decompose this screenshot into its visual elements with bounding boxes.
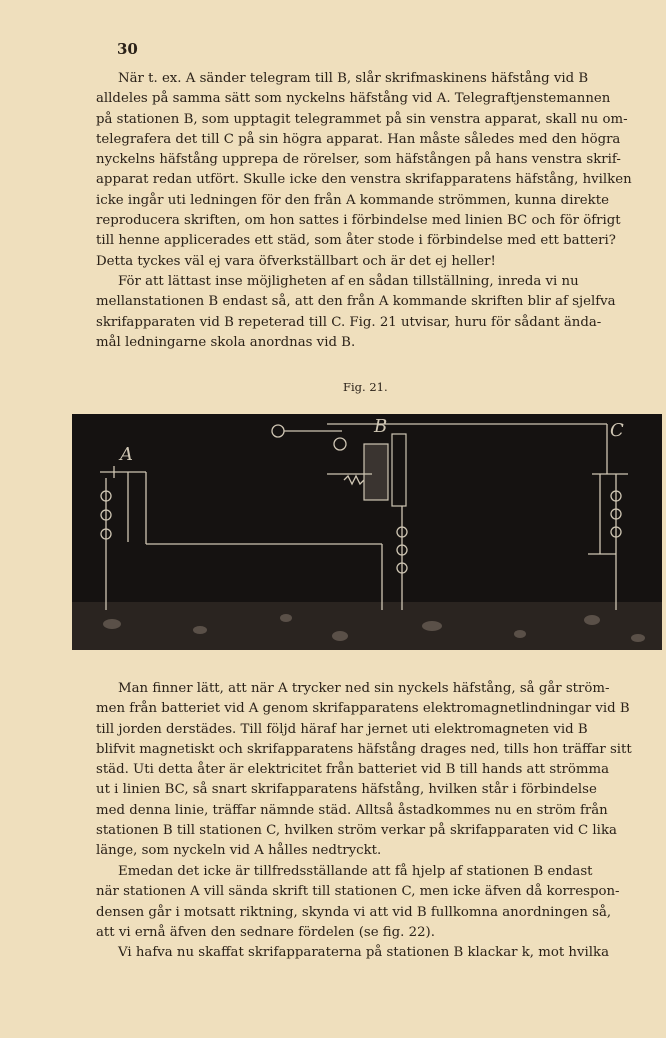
- text-line: telegrafera det till C på sin högra apparat. Han måste således med den högra: [96, 131, 621, 147]
- figure-21-telegraph-diagram: [72, 414, 662, 650]
- text-line: länge, som nyckeln vid A hålles nedtryckt.: [96, 843, 382, 859]
- paragraph-2: [96, 272, 634, 353]
- paragraph-4: [96, 862, 634, 943]
- text-line: när stationen A vill sända skrift till stationen C, men icke äfven då korrespon-: [96, 884, 620, 900]
- text-line: stationen B till stationen C, hvilken ström verkar på skrifapparaten vid C lika: [96, 823, 617, 839]
- text-line: För att lättast inse möjligheten af en sådan tillställning, inreda vi nu: [118, 274, 579, 289]
- text-line: skrifapparaten vid B repeterad till C. Fig. 21 utvisar, huru för sådant ända-: [96, 314, 602, 330]
- text-line: med denna linie, träffar nämnde städ. Alltså åstadkommes nu en ström från: [96, 802, 608, 818]
- battery-a-icon: [101, 478, 111, 610]
- station-a-label: A: [120, 444, 133, 465]
- telegraph-key-a-icon: [100, 466, 382, 544]
- paragraph-1: [96, 69, 634, 272]
- text-line: till jorden derstädes. Till följd häraf har jernet uti elektromagneten vid B: [96, 721, 588, 737]
- text-line: Emedan det icke är tillfredsställande att få hjelp af stationen B endast: [118, 864, 593, 879]
- text-line: städ. Uti detta åter är elektricitet från batteriet vid B till hands att strömma: [96, 762, 610, 778]
- station-b-label: B: [374, 416, 388, 437]
- text-line: till henne applicerades ett städ, som åter stode i förbindelse med ett batteri?: [96, 233, 616, 249]
- telegraph-key-c-icon: [588, 474, 628, 554]
- station-c-label: C: [610, 420, 624, 441]
- text-line: men från batteriet vid A genom skrifapparatens elektromagnetlindningar vid B: [96, 701, 630, 717]
- text-line: blifvit magnetiskt och skrifapparatens häfstång drages ned, tills hon träffar sitt: [96, 741, 632, 757]
- text-line: nyckelns häfstång upprepa de rörelser, som häfstången på hans venstra skrif-: [96, 152, 621, 168]
- text-line: apparat redan utfört. Skulle icke den venstra skrifapparatens häfstång, hvilken: [96, 172, 632, 188]
- battery-b-icon: [382, 506, 407, 610]
- text-line: densen går i motsatt riktning, skynda vi att vid B fullkomna anordningen så,: [96, 904, 612, 920]
- text-line: Vi hafva nu skaffat skrifapparaterna på stationen B klackar k, mot hvilka: [118, 945, 609, 960]
- text-line: mål ledningarne skola anordnas vid B.: [96, 334, 356, 350]
- battery-c-icon: [611, 474, 621, 610]
- text-line: Detta tyckes väl ej vara öfverkställbart och är det ej heller!: [96, 253, 496, 269]
- recording-apparatus-b-icon: [272, 424, 412, 506]
- text-line: icke ingår uti ledningen för den från A kommande strömmen, kunna direkte: [96, 192, 609, 208]
- paragraph-3: [96, 679, 634, 862]
- paragraph-5: [96, 943, 634, 963]
- text-line: Man finner lätt, att när A trycker ned sin nyckels häfstång, så går ström-: [118, 681, 610, 696]
- text-line: på stationen B, som upptagit telegrammet på sin venstra apparat, skall nu om-: [96, 111, 628, 127]
- text-line: alldeles på samma sätt som nyckelns häfstång vid A. Telegraftjenstemannen: [96, 91, 611, 107]
- text-line: mellanstationen B endast så, att den från A kommande skriften blir af sjelfva: [96, 294, 616, 310]
- text-line: När t. ex. A sänder telegram till B, slår skrifmaskinens häfstång vid B: [118, 71, 589, 86]
- figure-caption: Fig. 21.: [343, 380, 388, 394]
- text-line: ut i linien BC, så snart skrifapparatens häfstång, hvilken står i förbindelse: [96, 782, 597, 798]
- text-line: att vi ernå äfven den sednare fördelen (se fig. 22).: [96, 924, 435, 940]
- page-number: 30: [117, 40, 138, 58]
- text-line: reproducera skriften, om hon sattes i förbindelse med linien BC och för öfrigt: [96, 213, 621, 229]
